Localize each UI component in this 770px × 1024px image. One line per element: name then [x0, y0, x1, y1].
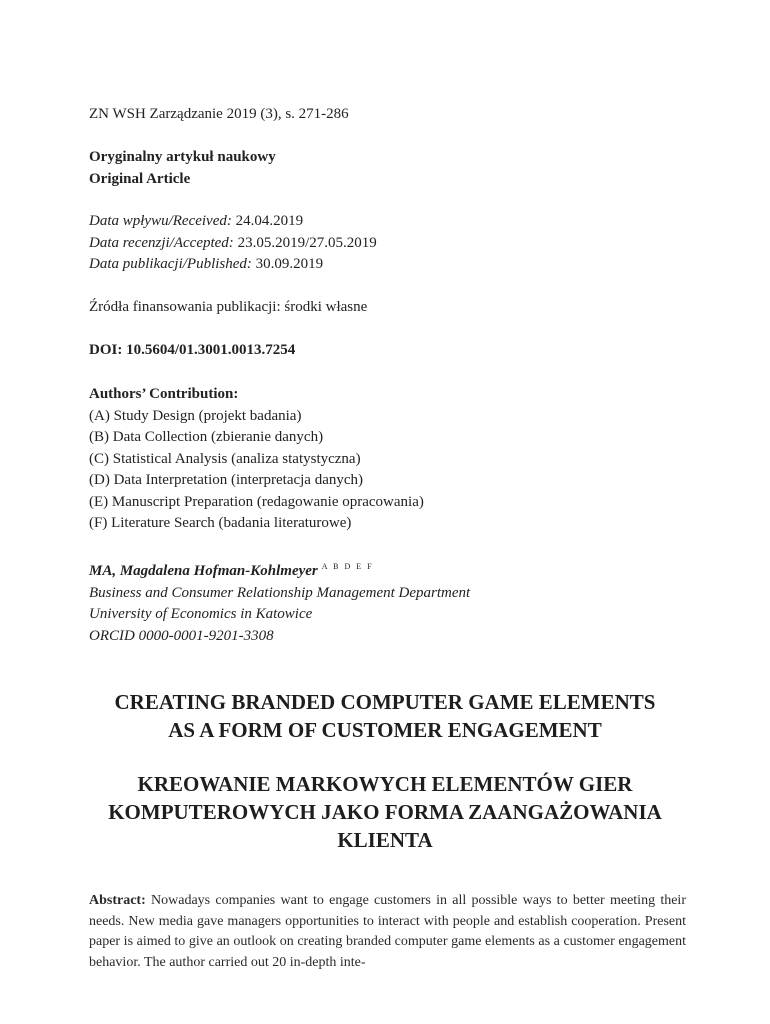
published-date — [89, 254, 689, 276]
title-polish-line: KOMPUTEROWYCH JAKO FORMA ZAANGAŻOWANIA — [108, 800, 662, 824]
article-type-polish: Oryginalny artykuł naukowy — [89, 149, 276, 165]
author-name: MA, Magdalena Hofman-Kohlmeyer — [89, 563, 318, 579]
contribution-item: (B) Data Collection (zbieranie danych) — [89, 429, 324, 445]
funding-source: Źródła finansowania publikacji: środki własne — [89, 299, 368, 315]
title-english-line: CREATING BRANDED COMPUTER GAME ELEMENTS — [114, 690, 656, 714]
received-label: Data wpływu/Received: — [89, 213, 232, 229]
author-roles: A B D E F — [321, 562, 374, 571]
doi: DOI: 10.5604/01.3001.0013.7254 — [89, 342, 296, 358]
accepted-value: 23.05.2019/27.05.2019 — [237, 234, 377, 251]
title-polish — [60, 770, 710, 854]
author-info — [89, 556, 689, 647]
title-english — [60, 688, 710, 744]
journal-citation: ZN WSH Zarządzanie 2019 (3), s. 271-286 — [89, 106, 349, 122]
received-date — [89, 211, 689, 233]
abstract — [89, 891, 686, 973]
title-polish-line: KREOWANIE MARKOWYCH ELEMENTÓW GIER — [137, 772, 633, 796]
publication-dates — [89, 211, 689, 276]
author-name-line — [89, 556, 689, 583]
received-value: 24.04.2019 — [235, 213, 304, 229]
abstract-text: Nowadays companies want to engage customers in all possible ways to better meeting their needs. New media gave managers opportunities to interact with people and establish cooperation. Present paper is aimed to give an outlook on creating branded computer game elements as a customer engagement behavior. The author carried out 20 in-depth inte- — [89, 893, 686, 970]
contribution-item: (E) Manuscript Preparation (redagowanie opracowania) — [89, 493, 424, 510]
author-university: University of Economics in Katowice — [89, 606, 313, 622]
article-type — [89, 147, 689, 190]
abstract-label: Abstract: — [89, 893, 146, 908]
contribution-heading: Authors’ Contribution: — [89, 386, 239, 402]
accepted-label: Data recenzji/Accepted: — [89, 234, 234, 251]
author-orcid: ORCID 0000-0001-9201-3308 — [89, 627, 274, 644]
authors-contribution — [89, 384, 689, 535]
title-english-line: AS A FORM OF CUSTOMER ENGAGEMENT — [168, 718, 602, 742]
title-polish-line: KLIENTA — [337, 828, 433, 852]
author-department: Business and Consumer Relationship Management Department — [89, 584, 471, 601]
contribution-item: (D) Data Interpretation (interpretacja danych) — [89, 472, 364, 488]
published-label: Data publikacji/Published: — [89, 256, 252, 272]
contribution-item: (C) Statistical Analysis (analiza statystyczna) — [89, 450, 361, 467]
contribution-item: (A) Study Design (projekt badania) — [89, 407, 302, 424]
accepted-date — [89, 233, 689, 255]
article-type-english: Original Article — [89, 170, 191, 187]
contribution-item: (F) Literature Search (badania literaturowe) — [89, 515, 352, 531]
published-value: 30.09.2019 — [255, 256, 324, 272]
